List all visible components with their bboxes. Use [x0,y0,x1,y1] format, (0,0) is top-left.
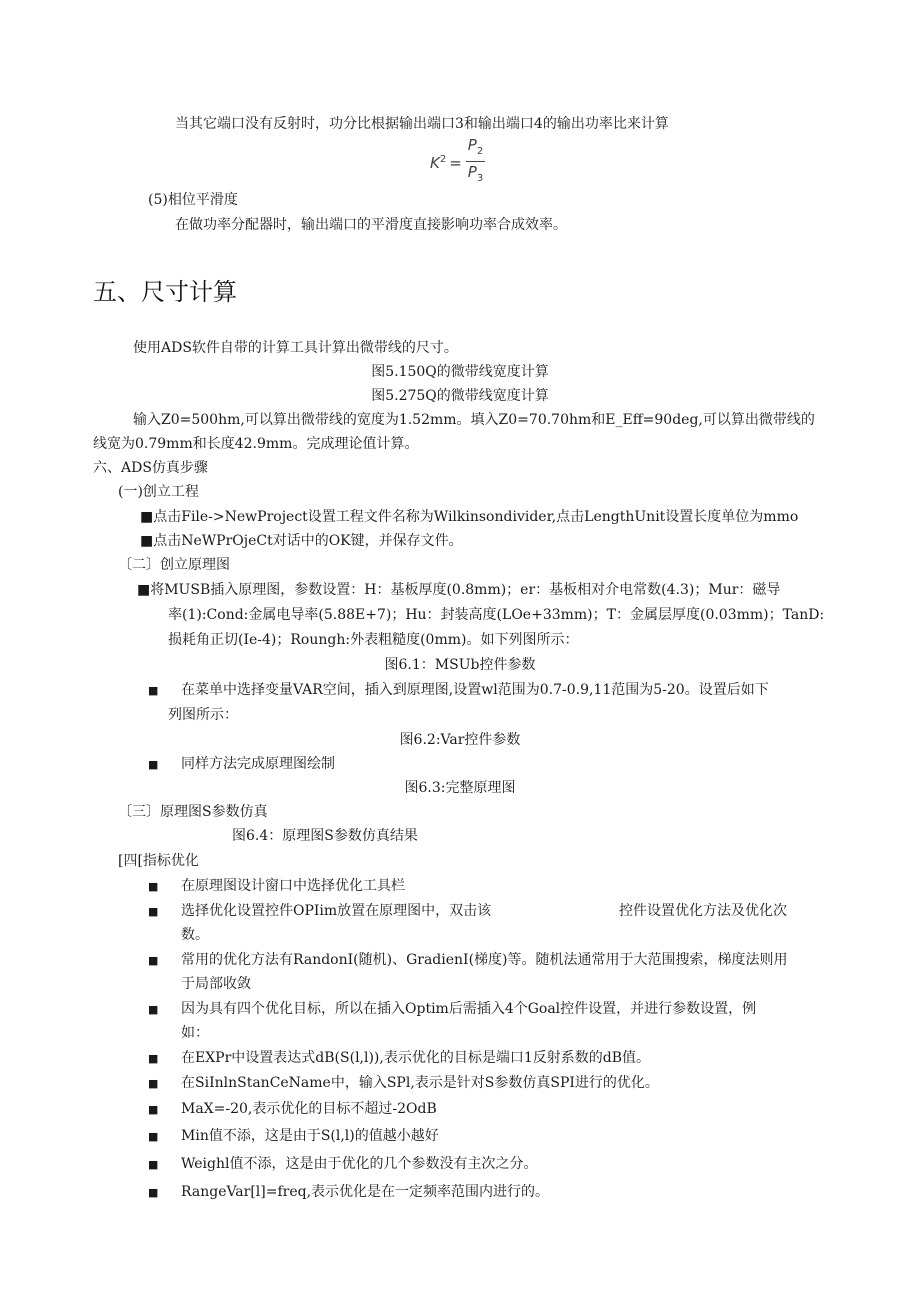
bullet-square: ■ [148,954,159,967]
s5-intro: 使用ADS软件自带的计算工具计算出微带线的尺寸。 [133,340,458,356]
bullet-square: ■ [148,684,159,697]
item5-text: 在做功率分配器时，输出端口的平滑度直接影响功率合成效率。 [175,217,567,233]
ratio-sentence: 当其它端口没有反射时，功分比根据输出端口3和输出端口4的输出功率比来计算 [175,116,669,132]
formula-lhs: $K^2$ [430,153,447,172]
figure-caption-6-1: 图6.1：MSUb控件参数 [384,657,536,673]
sub1-title: (一)创立工程 [118,484,199,500]
sub4-bullet-9: Weighl值不添，这是由于优化的几个参数没有主次之分。 [181,1156,538,1172]
formula-equals: = [449,153,462,172]
section5-heading: 五、尺寸计算 [93,278,237,306]
bullet-square: ■ [148,905,159,918]
sub4-bullet-3-line2: 于局部收敛 [181,976,251,992]
sub4-bullet-1: 在原理图设计窗口中选择优化工具栏 [181,878,405,894]
sub4-bullet-2-line2: 数。 [181,927,209,943]
sub2-title: 〔二〕创立原理图 [118,557,230,573]
figure-caption-5-2: 图5.275Q的微带线宽度计算 [371,388,549,404]
sub2-bullet-1-line1: ■将MUSB插入原理图，参数设置：H：基板厚度(0.8mm)；er：基板相对介电常数(4.3)；Mur：磁导 [137,582,781,598]
sub1-bullet-1: ■点击File->NewProject设置工程文件名称为Wilkinsondivider,点击LengthUnit设置长度单位为mmo [140,509,799,525]
sub4-bullet-5: 在EXPr中设置表达式dB(S(l,l)),表示优化的目标是端口1反射系数的dB值。 [181,1050,650,1066]
sub2-bullet-1-line3: 损耗角正切(Ie-4)；Roungh:外表粗糙度(0mm)。如下列图所示： [168,632,579,648]
figure-caption-6-2: 图6.2:Var控件参数 [399,732,521,748]
power-ratio-formula [430,136,485,189]
sub2-bullet-2-line1: 在菜单中选择变量VAR空间，插入到原理图,设置wl范围为0.7-0.9,11范围为5-20。设置后如下 [181,682,769,698]
figure-caption-6-3: 图6.3:完整原理图 [404,780,516,796]
bullet-square: ■ [148,758,159,771]
s5-paragraph-line1: 输入Z0=500hm,可以算出微带线的宽度为1.52mm。填入Z0=70.70hm和E_Eff=90deg,可以算出微带线的 [133,412,815,428]
sub4-bullet-8: Min值不添，这是由于S(l,l)的值越小越好 [181,1128,439,1144]
sub4-bullet-4-line2: 如： [181,1025,209,1041]
sub4-title: [四[指标优化 [118,853,199,869]
sub2-bullet-2-line2: 列图所示： [168,707,238,723]
bullet-square: ■ [148,1077,159,1090]
sub4-bullet-2-tail: 控件设置优化方法及优化次 [619,903,787,919]
formula-denominator: $P_3$ [467,163,484,184]
sub1-bullet-2: ■点击NeWPrOjeCt对话中的OK键，并保存文件。 [140,533,463,549]
bullet-square: ■ [148,880,159,893]
sub4-bullet-7: MaX=-20,表示优化的目标不超过-2OdB [181,1101,437,1117]
sub3-title: 〔三〕原理图S参数仿真 [118,804,268,820]
sub4-bullet-4: 因为具有四个优化目标，所以在插入Optim后需插入4个Goal控件设置，并进行参数设置，例 [181,1001,757,1017]
bullet-square: ■ [148,1130,159,1143]
item5-title: (5)相位平滑度 [148,192,238,208]
section6-heading: 六、ADS仿真步骤 [93,460,208,476]
sub2-bullet-3: 同样方法完成原理图绘制 [181,756,335,772]
sub4-bullet-10: RangeVar[l]=freq,表示优化是在一定频率范围内进行的。 [181,1184,550,1200]
sub2-bullet-1-line2: 率(1):Cond:金属电导率(5.88E+7)；Hu：封装高度(LOe+33mm)；T：金属层厚度(0.03mm)；TanD: [168,607,825,623]
bullet-square: ■ [148,1158,159,1171]
bullet-square: ■ [148,1052,159,1065]
sub4-bullet-3: 常用的优化方法有RandonI(随机)、GradienI(梯度)等。随机法通常用于大范围搜索，梯度法则用 [181,952,788,968]
bullet-square: ■ [148,1103,159,1116]
sub4-bullet-6: 在SiInlnStanCeName中，输入SPl,表示是针对S参数仿真SPI进行的优化。 [181,1075,659,1091]
figure-caption-5-1: 图5.150Q的微带线宽度计算 [371,364,549,380]
formula-numerator: $P_2$ [466,136,485,162]
formula-fraction [466,136,485,189]
bullet-square: ■ [148,1186,159,1199]
bullet-square: ■ [148,1003,159,1016]
figure-caption-6-4: 图6.4：原理图S参数仿真结果 [232,828,418,844]
s5-paragraph-line2: 线宽为0.79mm和长度42.9mm。完成理论值计算。 [93,436,419,452]
sub4-bullet-2: 选择优化设置控件OPIim放置在原理图中，双击该 [181,903,492,919]
